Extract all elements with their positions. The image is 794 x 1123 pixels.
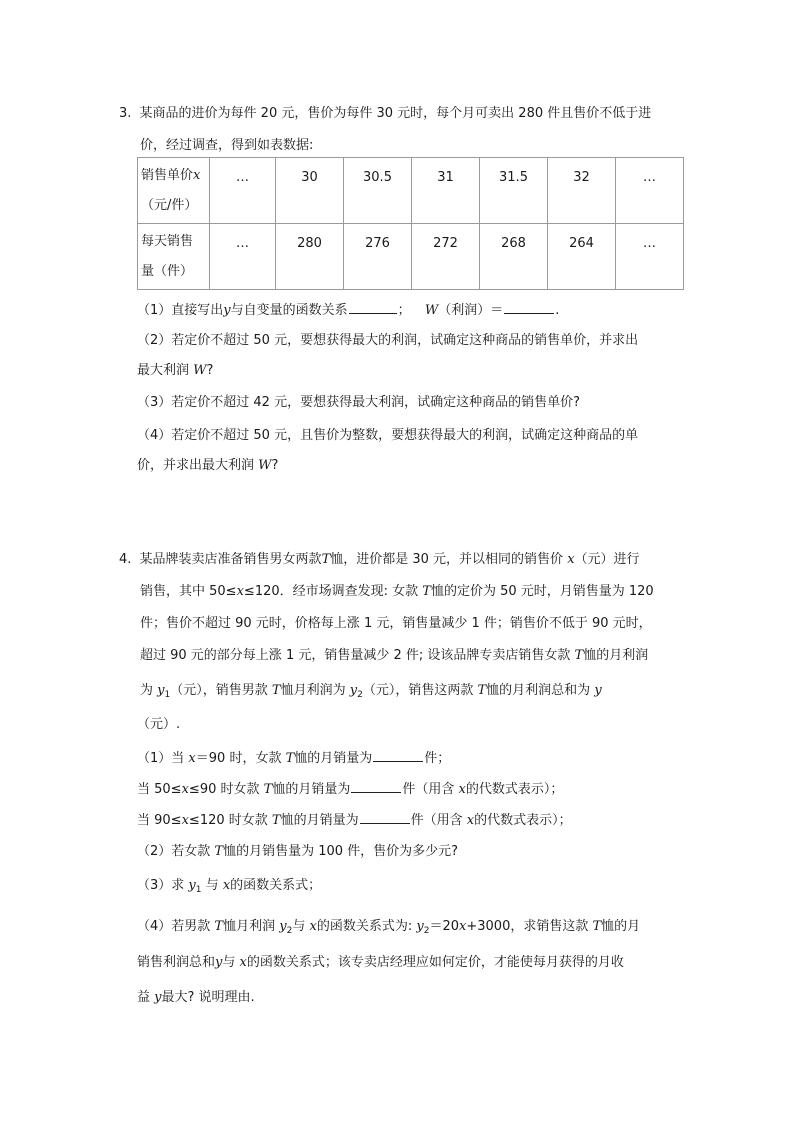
table-cell: …	[616, 158, 684, 224]
text: 益	[137, 990, 151, 1005]
text: 为	[140, 683, 154, 698]
text: 恤，进价都是 30 元，并以相同的销售价	[330, 552, 564, 567]
q4-sub1	[137, 748, 450, 768]
text: 的函数关系式为:	[316, 919, 413, 934]
text: 当 90≤	[137, 813, 182, 828]
q4-line2	[140, 583, 654, 601]
subscript: 2	[357, 690, 363, 700]
text: （元），销售男款	[170, 683, 268, 698]
var-w: W	[193, 363, 207, 378]
var-t: T	[285, 751, 295, 766]
q4-line3: 件；售价不超过 90 元时，价格每上涨 1 元，销售量减少 1 件；销售价不低于 90 元时，	[140, 616, 652, 631]
header-volume-unit: 量（件）	[141, 263, 194, 279]
var-y: y	[215, 955, 223, 970]
text: +3000，求销售这款	[466, 919, 589, 934]
q3-intro-text: 某商品的进价为每件 20 元，售价为每件 30 元时，每个月可卖出 280 件且售价不低于进	[139, 106, 652, 121]
text: 件；	[424, 751, 451, 766]
q4-line4	[140, 647, 648, 665]
answer-blank[interactable]	[360, 810, 410, 824]
text: ?	[206, 363, 214, 378]
text: 当 50≤	[137, 782, 182, 797]
var-y: y	[154, 990, 162, 1005]
table-cell: …	[210, 224, 276, 290]
q3-part4-line1: （4）若定价不超过 50 元，且售价为整数，要想获得最大的利润，试确定这种商品的单	[137, 428, 639, 443]
var-x: x	[466, 813, 475, 828]
text: 恤的月	[601, 919, 641, 934]
var-x: x	[458, 782, 466, 797]
text: ≤120 时女款	[188, 813, 268, 828]
text: .	[555, 303, 560, 318]
var-w: W	[258, 458, 272, 473]
text: 恤的月利润	[583, 648, 649, 663]
text: （3）求	[137, 878, 185, 893]
text: 与	[222, 955, 236, 970]
table-cell: 30.5	[344, 158, 412, 224]
table-cell: 268	[480, 224, 548, 290]
text: 最大? 说明理由.	[161, 990, 255, 1005]
subscript: 1	[164, 690, 171, 700]
table-cell: 31	[412, 158, 480, 224]
header-price-unit: （元/件）	[141, 197, 198, 213]
text: ；	[397, 303, 411, 318]
var-t: T	[477, 683, 487, 698]
var-x: x	[181, 782, 189, 797]
var-t: T	[263, 782, 273, 797]
table-cell: 280	[276, 224, 344, 290]
var-t: T	[592, 919, 602, 934]
var-x: x	[459, 919, 467, 934]
table-row-price	[138, 158, 684, 224]
var-x: x	[188, 751, 196, 766]
text: ＝20	[429, 919, 460, 934]
text: 与	[205, 878, 219, 893]
header-price-label: 销售单价	[141, 167, 194, 183]
text: 的函数关系式；该专卖店经理应如何定价，才能使每月获得的月收	[246, 955, 624, 970]
var-y: y	[279, 919, 287, 934]
table-cell: 32	[548, 158, 616, 224]
q4-line6: （元）.	[137, 717, 181, 732]
q3-part2-line1: （2）若定价不超过 50 元，要想获得最大的利润，试确定这种商品的销售单价，并求出	[137, 333, 639, 348]
answer-blank[interactable]	[504, 300, 554, 314]
subscript: 1	[195, 885, 202, 895]
text: 恤的月利润总和为	[486, 683, 591, 698]
var-x: x	[193, 167, 201, 183]
text: 恤月利润	[223, 919, 276, 934]
table-cell: …	[616, 224, 684, 290]
q3-part1	[137, 300, 559, 320]
q4-line1	[119, 551, 640, 569]
q3-part3: （3）若定价不超过 42 元，要想获得最大利润，试确定这种商品的销售单价?	[137, 395, 580, 410]
table-cell: 31.5	[480, 158, 548, 224]
text: 恤的月销量为	[294, 751, 373, 766]
text: 销售利润总和	[137, 955, 216, 970]
header-volume-label: 每天销售	[141, 233, 194, 249]
table-cell: 264	[548, 224, 616, 290]
text: 件（用含	[402, 782, 455, 797]
q3-part4-line2	[137, 457, 278, 475]
q4-sub2	[137, 779, 563, 799]
text: ≤90 时女款	[188, 782, 260, 797]
answer-blank[interactable]	[351, 779, 401, 793]
var-x: x	[309, 919, 317, 934]
table-header-volume	[138, 224, 210, 290]
var-x: x	[239, 955, 247, 970]
table-cell: 276	[344, 224, 412, 290]
var-y: y	[349, 683, 358, 698]
var-x: x	[236, 584, 244, 599]
q4-sub3	[137, 810, 572, 830]
q4-part4-line3	[137, 989, 255, 1007]
q3-intro-line2: 价，经过调查，得到如表数据:	[140, 138, 314, 153]
text: 恤的月销售量为 100 件，售价为多少元?	[223, 844, 459, 859]
text: 恤月利润为	[280, 683, 346, 698]
q4-part3	[137, 877, 321, 899]
q4-part4-line1	[137, 918, 640, 940]
text: （2）若女款	[137, 844, 211, 859]
text: 的函数关系式；	[230, 878, 322, 893]
subscript: 2	[423, 926, 430, 936]
var-t: T	[214, 919, 224, 934]
q4-part4-line2	[137, 954, 624, 972]
var-y: y	[416, 919, 424, 934]
answer-blank[interactable]	[373, 748, 423, 762]
text: （1）当	[137, 751, 185, 766]
text: 恤的月销量为	[272, 782, 351, 797]
q3-data-table	[137, 157, 684, 290]
subscript: 2	[286, 926, 293, 936]
text: （4）若男款	[137, 919, 211, 934]
text: （元）进行	[574, 552, 640, 567]
text: 的代数式表示）；	[474, 813, 572, 828]
text: 某品牌装卖店准备销售男女两款	[139, 552, 322, 567]
q3-part2-line2	[137, 362, 213, 380]
var-t: T	[271, 683, 281, 698]
text: 价，并求出最大利润	[137, 458, 255, 473]
answer-blank[interactable]	[349, 300, 397, 314]
text: 与	[292, 919, 306, 934]
text: （1）直接写出	[137, 303, 224, 318]
q4-number: 4.	[119, 552, 132, 567]
text: （利润）＝	[438, 303, 504, 318]
table-header-price	[138, 158, 210, 224]
var-t: T	[214, 844, 224, 859]
var-w: W	[424, 303, 439, 318]
var-y: y	[157, 683, 165, 698]
table-cell: …	[210, 158, 276, 224]
var-y: y	[594, 683, 602, 698]
text: ?	[271, 458, 279, 473]
var-t: T	[271, 813, 281, 828]
q3-intro-line1	[119, 105, 651, 123]
text: 件（用含	[410, 813, 463, 828]
text: （元），销售这两款	[362, 683, 474, 698]
q4-part2	[137, 843, 458, 861]
var-y: y	[223, 303, 231, 318]
var-t: T	[574, 648, 584, 663]
text: ≤120．经市场调查发现: 女款	[243, 584, 419, 599]
var-x: x	[567, 552, 575, 567]
var-x: x	[181, 813, 189, 828]
text: 超过 90 元的部分每上涨 1 元，销售量减少 2 件; 设该品牌专卖店销售女款	[140, 648, 571, 663]
var-y: y	[188, 878, 196, 893]
var-t: T	[422, 584, 431, 599]
text: 恤的月销量为	[280, 813, 359, 828]
text: 最大利润	[137, 363, 190, 378]
text: 销售，其中 50≤	[140, 584, 237, 599]
q3-number: 3.	[119, 106, 132, 121]
q4-line5	[140, 682, 602, 704]
var-t: T	[321, 552, 331, 567]
text: 恤的定价为 50 元时，月销售量为 120	[430, 584, 654, 599]
table-cell: 30	[276, 158, 344, 224]
table-cell: 272	[412, 224, 480, 290]
text: ＝90 时，女款	[195, 751, 282, 766]
table-row-volume	[138, 224, 684, 290]
text: 与自变量的函数关系	[230, 303, 348, 318]
var-x: x	[222, 878, 231, 893]
text: 的代数式表示）；	[465, 782, 564, 797]
